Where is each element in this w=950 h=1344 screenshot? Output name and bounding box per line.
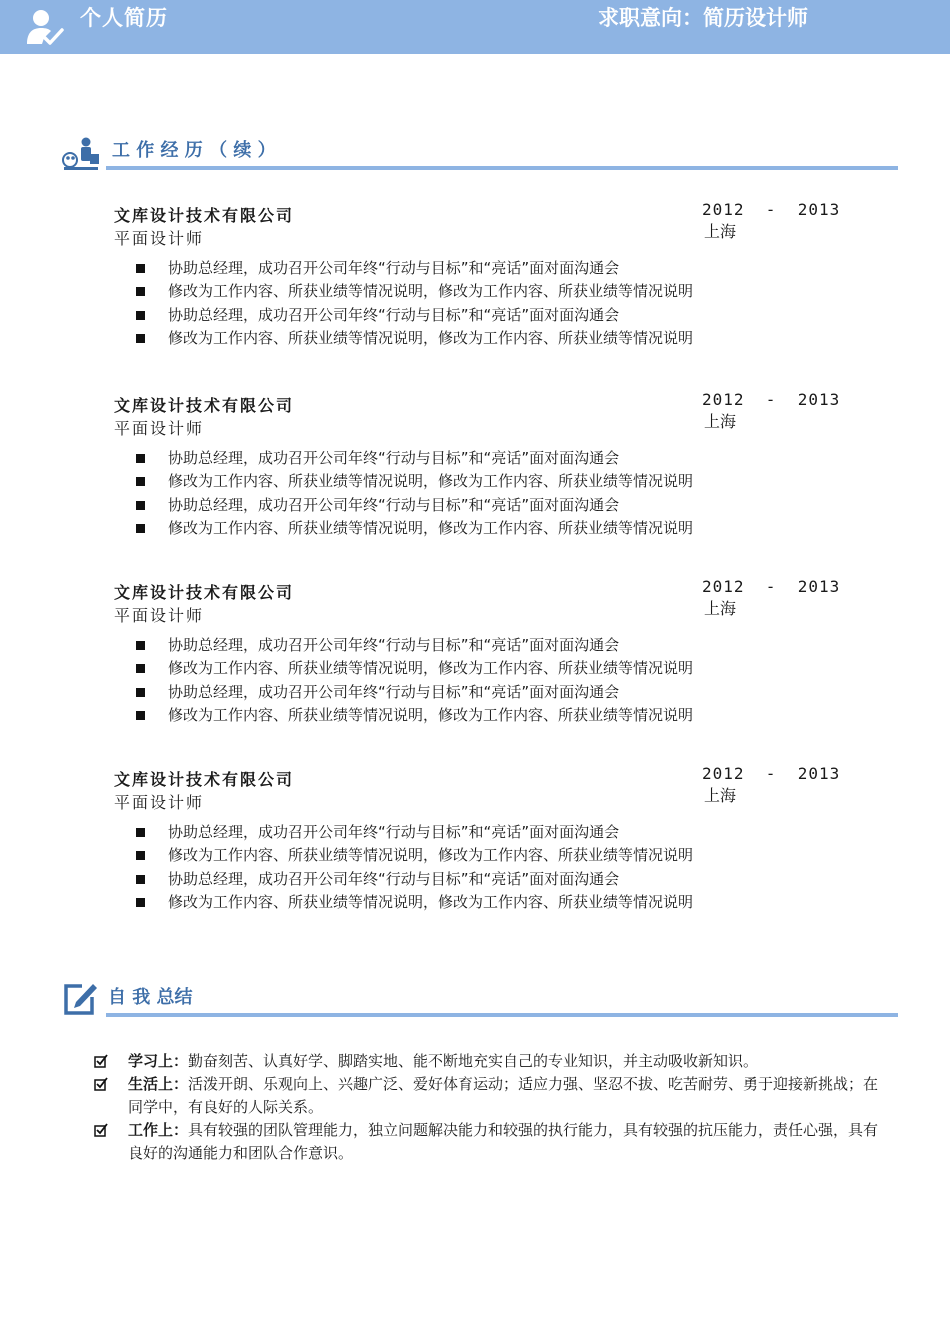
job-objective: 求职意向：简历设计师 [598,6,808,30]
job-duties [136,447,693,540]
summary-item [94,1119,889,1165]
job-location: 上海 [704,412,737,431]
duty-item: 协助总经理，成功召开公司年终“行动与目标”和“亮话”面对面沟通会 [136,821,693,844]
duty-item: 修改为工作内容、所获业绩等情况说明，修改为工作内容、所获业绩等情况说明 [136,517,693,540]
duty-item: 修改为工作内容、所获业绩等情况说明，修改为工作内容、所获业绩等情况说明 [136,844,693,867]
user-check-icon [24,8,64,46]
duty-item: 修改为工作内容、所获业绩等情况说明，修改为工作内容、所获业绩等情况说明 [136,704,693,727]
duty-item: 协助总经理，成功召开公司年终“行动与目标”和“亮话”面对面沟通会 [136,868,693,891]
job-role: 平面设计师 [114,606,205,625]
job-entry-4 [114,764,841,929]
summary-list [94,1050,889,1165]
checkbox-checked-icon [94,1054,108,1068]
header-bar [0,0,950,54]
duty-item: 协助总经理，成功召开公司年终“行动与目标”和“亮话”面对面沟通会 [136,304,693,327]
summary-item-label: 学习上： [128,1052,189,1070]
summary-item [94,1073,889,1119]
job-location: 上海 [704,222,737,241]
job-entry-3 [114,577,841,742]
duty-item: 修改为工作内容、所获业绩等情况说明，修改为工作内容、所获业绩等情况说明 [136,891,693,914]
job-entry-2 [114,390,841,555]
duty-item: 协助总经理，成功召开公司年终“行动与目标”和“亮话”面对面沟通会 [136,494,693,517]
duty-item: 修改为工作内容、所获业绩等情况说明，修改为工作内容、所获业绩等情况说明 [136,327,693,350]
duty-item: 协助总经理，成功召开公司年终“行动与目标”和“亮话”面对面沟通会 [136,634,693,657]
job-role: 平面设计师 [114,419,205,438]
company-name: 文库设计技术有限公司 [114,583,295,602]
job-dates: 2012 - 2013 [702,577,841,596]
job-duties [136,634,693,727]
summary-item [94,1050,889,1073]
job-dates: 2012 - 2013 [702,390,841,409]
summary-section-rule [106,1013,898,1017]
page-title: 个人简历 [80,6,168,30]
team-work-icon [62,136,100,172]
duty-item: 协助总经理，成功召开公司年终“行动与目标”和“亮话”面对面沟通会 [136,681,693,704]
job-role: 平面设计师 [114,793,205,812]
duty-item: 修改为工作内容、所获业绩等情况说明，修改为工作内容、所获业绩等情况说明 [136,657,693,680]
duty-item: 协助总经理，成功召开公司年终“行动与目标”和“亮话”面对面沟通会 [136,447,693,470]
summary-section-title: 自 我 总结 [108,987,193,1008]
summary-item-text: 具有较强的团队管理能力，独立问题解决能力和较强的执行能力，具有较强的抗压能力，责任心强，具有良好的沟通能力和团队合作意识。 [128,1121,879,1162]
summary-item-label: 工作上： [128,1121,189,1139]
job-duties [136,821,693,914]
summary-item-text: 勤奋刻苦、认真好学、脚踏实地、能不断地充实自己的专业知识，并主动吸收新知识。 [188,1052,759,1070]
job-entry-1 [114,200,841,365]
edit-note-icon [62,980,98,1016]
job-location: 上海 [704,599,737,618]
job-location: 上海 [704,786,737,805]
job-dates: 2012 - 2013 [702,764,841,783]
job-duties [136,257,693,350]
company-name: 文库设计技术有限公司 [114,206,295,225]
duty-item: 修改为工作内容、所获业绩等情况说明，修改为工作内容、所获业绩等情况说明 [136,280,693,303]
job-dates: 2012 - 2013 [702,200,841,219]
job-role: 平面设计师 [114,229,205,248]
experience-section-rule [106,166,898,170]
duty-item: 修改为工作内容、所获业绩等情况说明，修改为工作内容、所获业绩等情况说明 [136,470,693,493]
duty-item: 协助总经理，成功召开公司年终“行动与目标”和“亮话”面对面沟通会 [136,257,693,280]
company-name: 文库设计技术有限公司 [114,770,295,789]
checkbox-checked-icon [94,1077,108,1091]
experience-section-title: 工 作 经 历 （ 续 ） [112,140,276,161]
summary-item-label: 生活上： [128,1075,189,1093]
checkbox-checked-icon [94,1123,108,1137]
summary-item-text: 活泼开朗、乐观向上、兴趣广泛、爱好体育运动；适应力强、坚忍不拔、吃苦耐劳、勇于迎接新挑战；在同学中，有良好的人际关系。 [128,1075,879,1116]
company-name: 文库设计技术有限公司 [114,396,295,415]
